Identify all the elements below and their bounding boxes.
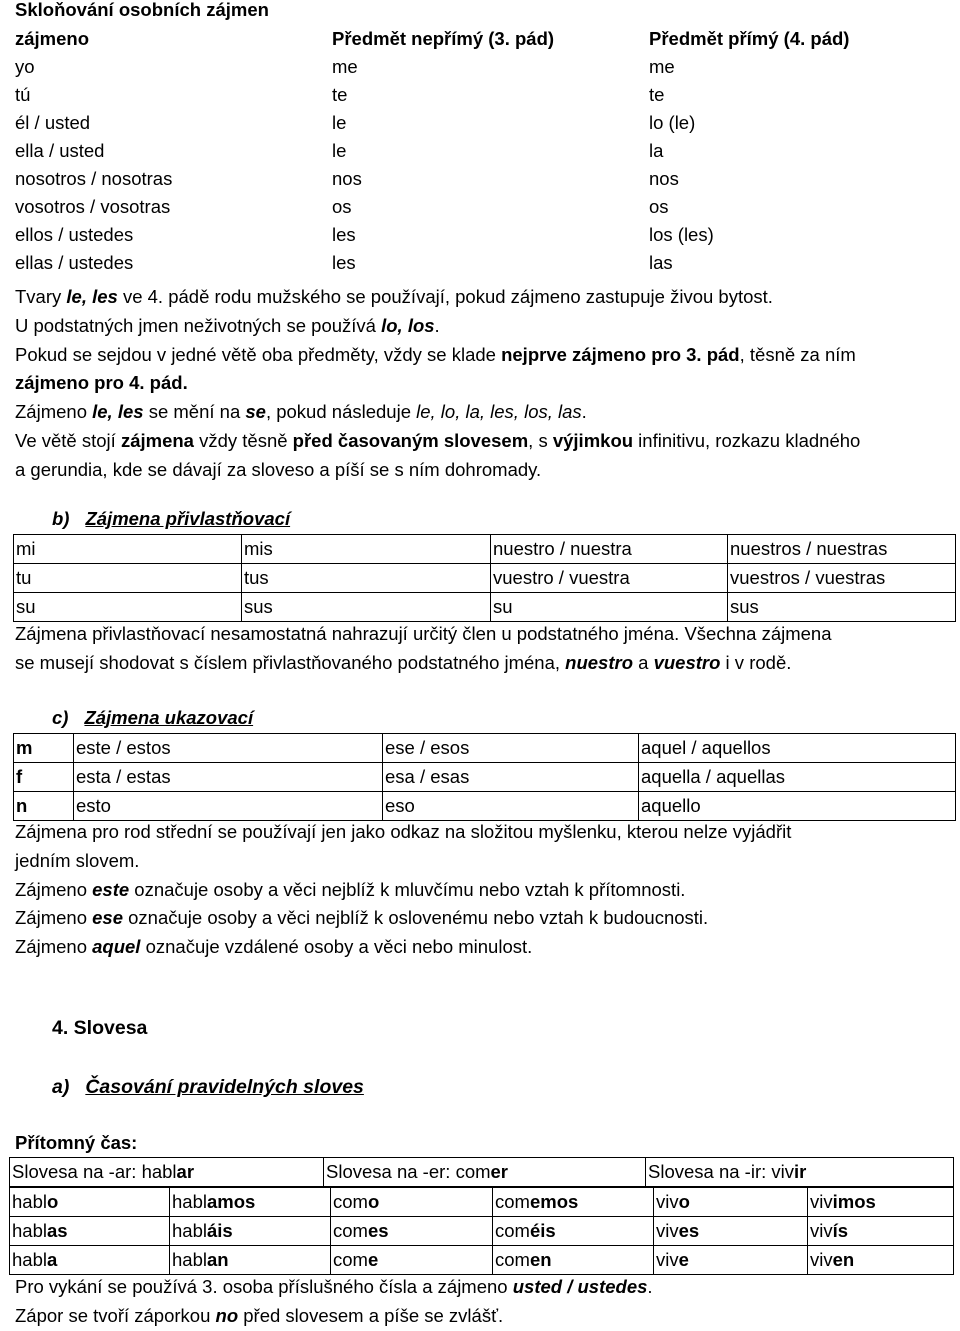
table-cell: mis [242,535,491,564]
table-cell: lo (le) [649,112,696,133]
page-title: Skloňování osobních zájmen [15,0,269,20]
table-cell: hablamos [170,1188,331,1217]
table-cell: esta / estas [74,763,383,792]
table-cell: coméis [493,1217,654,1246]
table-cell: eso [383,792,639,821]
table-cell: comemos [493,1188,654,1217]
note-line: U podstatných jmen neživotných se používá lo, los. [15,314,440,336]
table-cell: le [332,112,347,133]
table-cell: os [649,196,669,217]
table-cell: comen [493,1246,654,1275]
table-cell: vosotros / vosotras [15,196,171,217]
demonstrative-heading: c) Zájmena ukazovací [52,707,254,728]
verb-conjugation-table [9,1187,954,1275]
table-cell: ellas / ustedes [15,252,134,273]
table-cell: la [649,140,664,161]
table-cell: este / estos [74,734,383,763]
table-cell: las [649,252,673,273]
table-cell: yo [15,56,35,77]
table-cell: vivo [654,1188,808,1217]
table-row [13,81,948,109]
personal-pronoun-table [13,25,948,277]
table-cell: su [14,593,242,622]
table-cell: ese / esos [383,734,639,763]
table-cell: vivís [808,1217,954,1246]
possessive-table [13,534,956,622]
demonstrative-table [13,733,956,821]
table-cell: esto [74,792,383,821]
note-line: Zápor se tvoří záporkou no před slovesem a píše se zvlášť. [15,1304,504,1326]
table-cell: hablas [10,1217,170,1246]
note-line: Zájmeno este označuje osoby a věci nejblíž k mluvčímu nebo vztah k přítomnosti. [15,878,686,900]
table-row [10,1188,954,1217]
table-cell: f [14,763,74,792]
table-cell: n [14,792,74,821]
table-row [13,165,948,193]
table-cell: mi [14,535,242,564]
personal-pronoun-notes [15,283,950,485]
table-row [13,249,948,277]
table-cell: les [332,224,356,245]
note-line: Zájmeno aquel označuje vzdálené osoby a věci nebo minulost. [15,936,533,958]
table-cell: aquello [639,792,956,821]
table-cell: nos [649,168,679,189]
note-line: zájmeno pro 4. pád. [15,372,188,394]
table-cell: aquel / aquellos [639,734,956,763]
table-cell: viven [808,1246,954,1275]
table-cell: su [491,593,728,622]
table-cell: tú [15,84,31,105]
note-line: Tvary le, les ve 4. pádě rodu mužského se používají, pokud zájmeno zastupuje živou bytost. [15,286,773,307]
table-cell: hablo [10,1188,170,1217]
table-cell: vivimos [808,1188,954,1217]
column-header: Slovesa na -ir: vivir [646,1158,954,1187]
table-cell: vive [654,1246,808,1275]
table-cell: vives [654,1217,808,1246]
table-cell: le [332,140,347,161]
table-cell: m [14,734,74,763]
possessive-heading: b) Zájmena přivlastňovací [52,508,291,529]
table-cell: sus [728,593,956,622]
table-cell: tu [14,564,242,593]
table-row [14,593,956,622]
note-line: Ve větě stojí zájmena vždy těsně před časovaným slovesem, s výjimkou infinitivu, rozkazu kladného [15,429,861,451]
table-cell: los (les) [649,224,714,245]
table-cell: ella / usted [15,140,105,161]
verb-header-table [9,1157,954,1187]
table-row [13,109,948,137]
table-row [14,564,956,593]
table-cell: tus [242,564,491,593]
table-row [14,535,956,564]
table-cell: me [649,56,675,77]
table-row [13,193,948,221]
table-cell: vuestros / vuestras [728,564,956,593]
table-row [13,53,948,81]
table-row [14,763,956,792]
table-cell: hablan [170,1246,331,1275]
table-row [14,734,956,763]
table-cell: nosotros / nosotras [15,168,173,189]
section-heading: 4. Slovesa [52,1017,148,1039]
subsection-heading: a) Časování pravidelných sloves [52,1076,364,1098]
table-cell: habla [10,1246,170,1275]
column-header: zájmeno [15,28,90,49]
tense-label: Přítomný čas: [15,1132,138,1153]
table-cell: él / usted [15,112,91,133]
table-cell: nuestro / nuestra [491,535,728,564]
table-cell: nuestros / nuestras [728,535,956,564]
table-cell: sus [242,593,491,622]
note-line: Zájmena pro rod střední se používají jen jako odkaz na složitou myšlenku, kterou nelze vyjádřit [15,821,792,842]
note-line: Zájmeno ese označuje osoby a věci nejblíž k oslovenému nebo vztah k budoucnosti. [15,907,709,929]
table-header-row [10,1158,954,1187]
table-cell: os [332,196,352,217]
verb-notes [15,1273,950,1331]
table-cell: esa / esas [383,763,639,792]
demonstrative-notes [15,818,950,962]
table-cell: te [649,84,665,105]
note-line: jedním slovem. [15,849,140,871]
column-header: Předmět nepřímý (3. pád) [332,28,555,49]
note-line: a gerundia, kde se dávají za sloveso a píší se s ním dohromady. [15,458,542,480]
table-cell: te [332,84,348,105]
column-header: Slovesa na -er: comer [324,1158,646,1187]
table-cell: les [332,252,356,273]
table-cell: como [331,1188,493,1217]
table-cell: vuestro / vuestra [491,564,728,593]
table-cell: come [331,1246,493,1275]
table-row [10,1217,954,1246]
table-row [10,1246,954,1275]
table-cell: me [332,56,358,77]
table-cell: aquella / aquellas [639,763,956,792]
table-cell: comes [331,1217,493,1246]
table-row [14,792,956,821]
note-line: Pro vykání se používá 3. osoba příslušného čísla a zájmeno usted / ustedes. [15,1276,653,1297]
table-row [13,137,948,165]
table-cell: ellos / ustedes [15,224,134,245]
table-header-row [13,25,948,53]
note-line: se musejí shodovat s číslem přivlastňovaného podstatného jména, nuestro a vuestro i v rodě. [15,651,792,673]
table-cell: habláis [170,1217,331,1246]
note-line: Pokud se sejdou v jedné větě oba předměty, vždy se klade nejprve zájmeno pro 3. pád, těsně za ním [15,343,856,365]
note-line: Zájmeno le, les se mění na se, pokud následuje le, lo, la, les, los, las. [15,401,587,423]
note-line: Zájmena přivlastňovací nesamostatná nahrazují určitý člen u podstatného jména. Všechna zájmena [15,623,832,644]
column-header: Slovesa na -ar: hablar [10,1158,324,1187]
column-header: Předmět přímý (4. pád) [649,28,850,49]
possessive-notes [15,620,950,678]
table-cell: nos [332,168,362,189]
table-row [13,221,948,249]
